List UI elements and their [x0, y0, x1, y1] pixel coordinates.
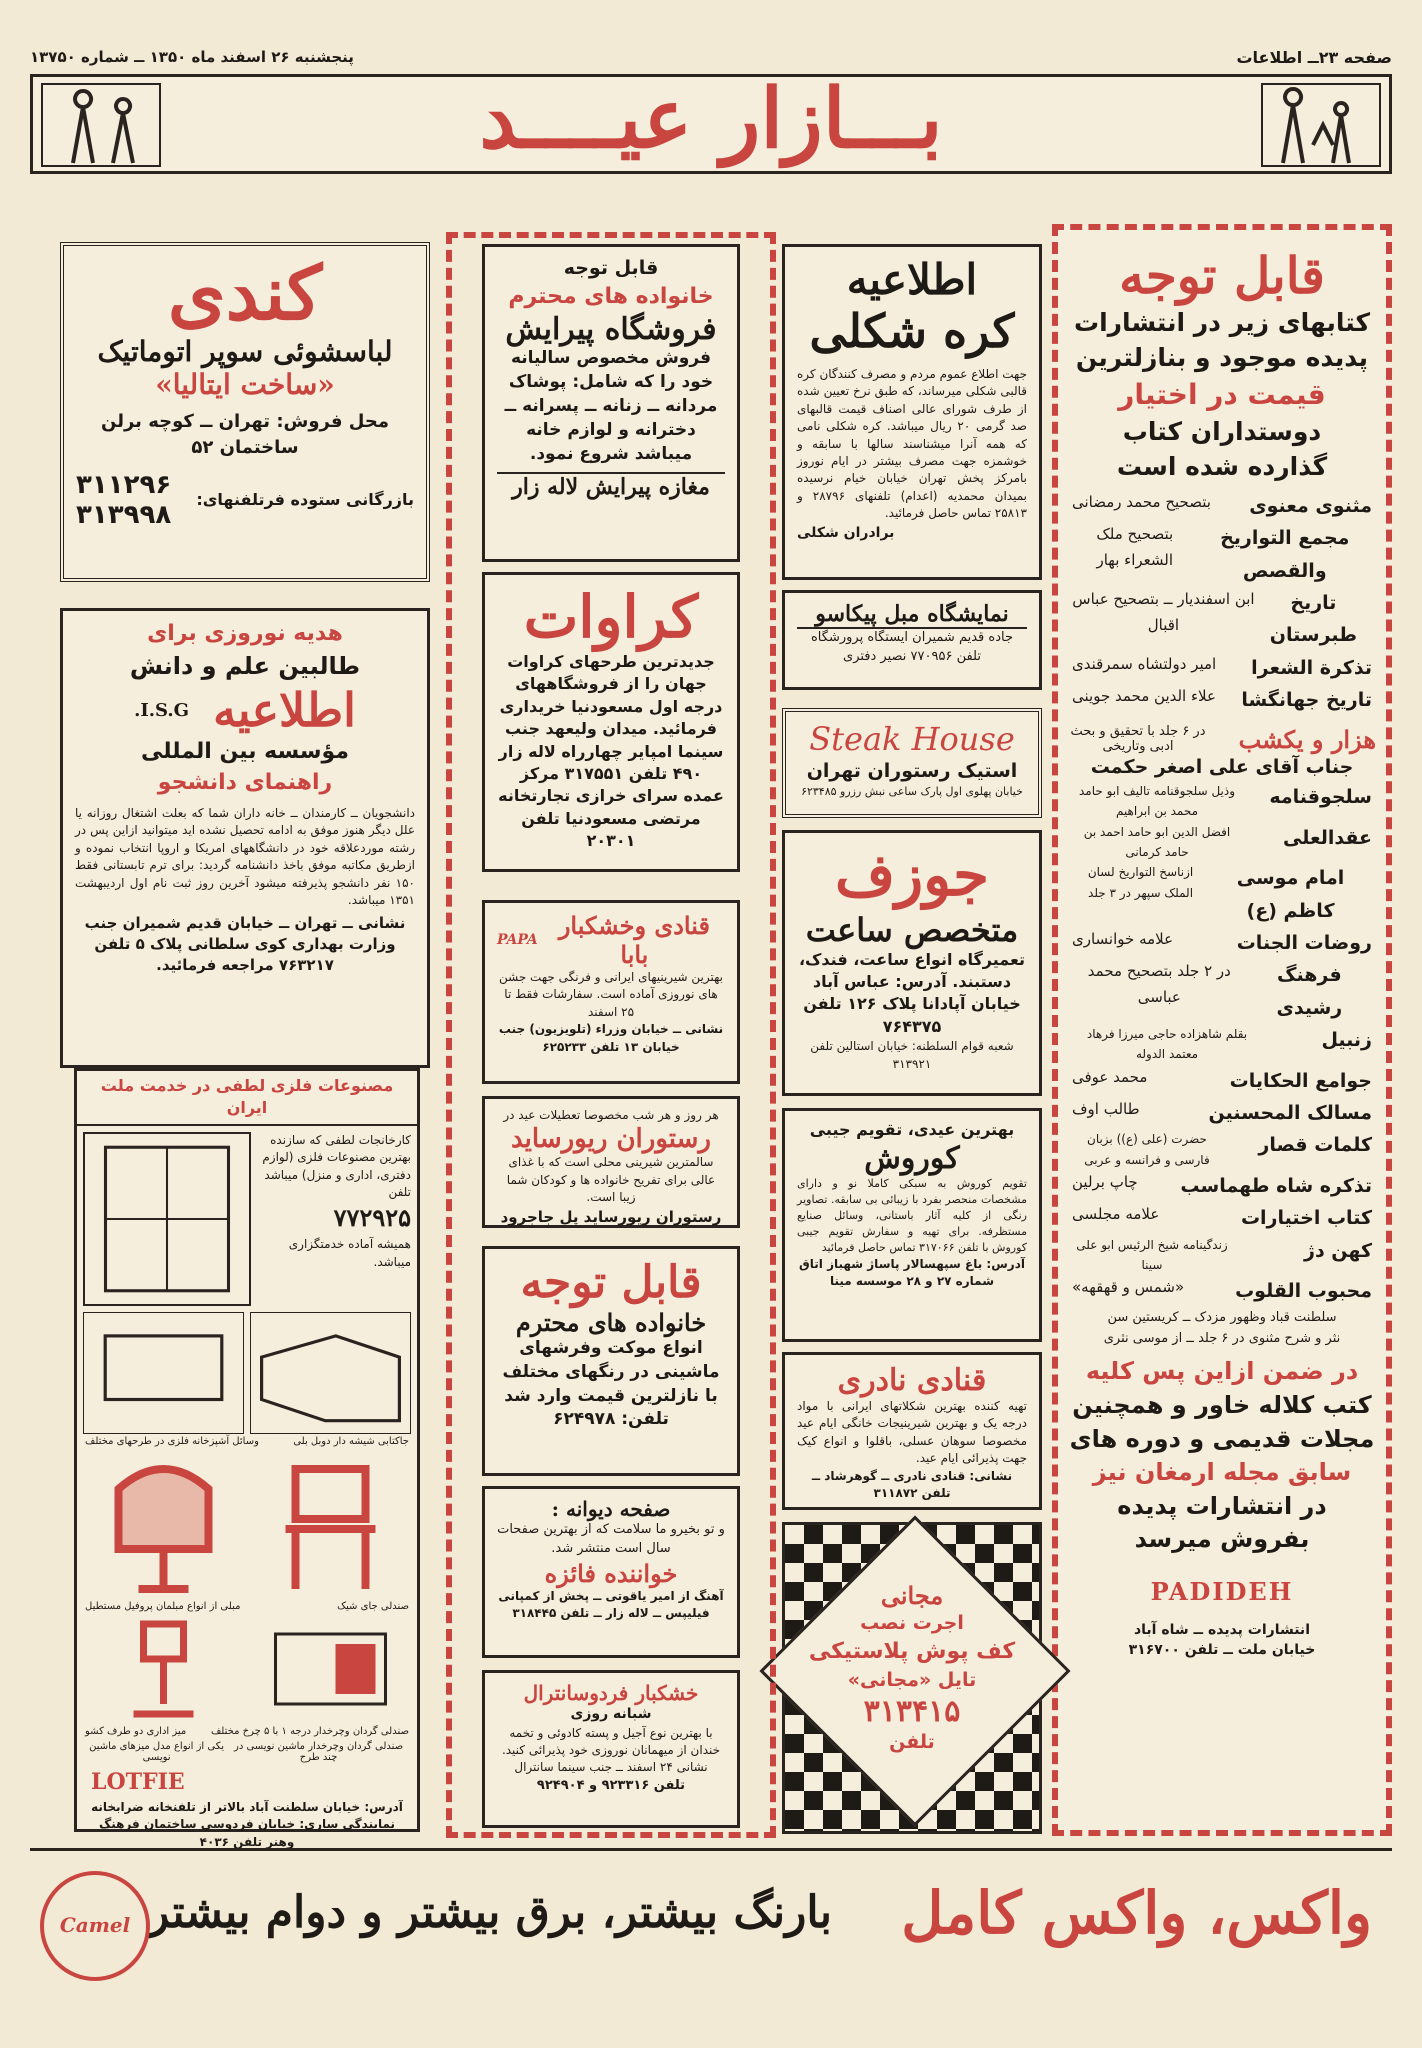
hezar-note: در ۶ جلد با تحقیق و بحث ادبی وتاریخی [1070, 724, 1206, 755]
list-item: کهن دژ زندگینامه شیخ الرئیس ابو علی سینا [1076, 1237, 1372, 1273]
ad-subtitle: لباسشوئی سوپر اتوماتیک [97, 335, 393, 369]
ad-sign: برادران شکلی [797, 524, 895, 541]
ad-agent: نمایندگی ساری: خیابان فردوسی ساختمان فرهنگ وهنر تلفن ۴۰۳۶ [98, 1817, 396, 1849]
book-list [1068, 490, 1376, 716]
ad-title: قنادی وخشکبار بابا [558, 911, 710, 969]
ad-kennedy [60, 242, 430, 582]
bottom-line: کتب کلاله خاور و همچنین [1072, 1390, 1372, 1419]
ad-kourosh [782, 1108, 1042, 1342]
date-label: پنجشنبه ۲۶ اسفند ماه ۱۳۵۰ ــ شماره ۱۳۷۵۰ [30, 48, 354, 66]
armchair-illustration [83, 1449, 244, 1599]
ad-org: مؤسسه بین المللی [141, 739, 349, 765]
list-item: تاریخ جهانگشا علاء الدین محمد جوینی [1072, 686, 1372, 711]
ad-padideh-books [1052, 224, 1392, 1836]
ad-isg [60, 608, 430, 1068]
list-item: امام موسی کاظم (ع) ازناسخ التواریخ لسان الملک سپهر در ۳ جلد [1087, 865, 1345, 922]
list-item: زنبیل بقلم شاهزاده حاجی میرزا فرهاد معتمد الدوله [1086, 1026, 1372, 1062]
ad-body: انواع موکت وفرشهای ماشینی در رنگهای مختلف با نازلترین قیمت وارد شد تلفن: ۶۲۴۹۷۸ [502, 1338, 720, 1430]
ad-carpet [482, 1246, 740, 1476]
footer-line: انتشارات پدیده ــ شاه آباد [1133, 1621, 1310, 1638]
ad-papa [482, 900, 740, 1084]
ad-line: پدیده موجود و بنازلترین [1075, 343, 1369, 372]
list-item: کتاب اختیارات علامه مجلسی [1072, 1205, 1372, 1230]
hezar-title: هزار و یکشب [1238, 724, 1376, 754]
ad-cravat [482, 572, 740, 872]
list-item: عقدالعلی افضل الدین ابو حامد احمد بن حامد کرمانی [1083, 824, 1372, 860]
tail-line: نثر و شرح مثنوی در ۶ جلد ــ از موسی نثری [1103, 1330, 1341, 1346]
ad-line: کتابهای زیر در انتشارات [1073, 308, 1371, 337]
ad-footer: رستوران ریورساید پل جاجرود [500, 1207, 722, 1226]
lotfie-logo: LOTFIE [91, 1768, 185, 1795]
caption: یکی از انواع مدل میزهای ماشین نویسی [89, 1740, 225, 1763]
office-desk-illustration [250, 1614, 411, 1724]
kitchen-illustration [250, 1312, 411, 1434]
footer-brand: واکس، واکس کامل [901, 1879, 1372, 1947]
ad-body: جهت اطلاع عموم مردم و مصرف کنندگان کره قالبی شکلی میرساند، که طبق نرخ تعیین شده از طرف شورای عالی اصناف قیمت قالبهای صد گرمی ۲۰ ریال میباشد. کره شکلی نامی که همه آنرا میشناسند سالها با سابقه و خوشمزه جهت مصرف بیشتر در ایام نوروز بامرکز پخش تهران خیابان خیام نرسیده بمیدان محمدیه (اعدام) تلفنهای ۲۸۷۹۶ و ۲۵۸۱۳ تماس حاصل فرمائید. [797, 367, 1028, 521]
ad-ferdowsi [482, 1670, 740, 1828]
ad-banner: مصنوعات فلزی لطفی در خدمت ملت ایران [77, 1071, 417, 1126]
ad-footer: مغازه پیرایش لاله زار [497, 472, 725, 500]
ad-title: قابل توجه [1119, 246, 1325, 305]
page-label: صفحه ۲۳ــ اطلاعات [1236, 48, 1392, 67]
list-item: جوامع الحکایات محمد عوفی [1072, 1067, 1372, 1092]
ad-phone: تلفن ۹۲۳۳۱۶ و ۹۲۴۹۰۴ [536, 1777, 686, 1793]
ad-body: جدیدترین طرحهای کراوات جهان را از فروشگاههای درجه اول مسعودنیا خریداری فرمائید. میدان ولیعهد جنب سینما امپایر چهارراه لاله زار ۴۹۰ تلفن ۳۱۷۵۵۱ مرکز عمده سرای خرازی تجارتخانه مرتضی مسعودنیا تلفن ۲۰۳۰۱ [498, 652, 724, 851]
ad-red: «ساخت ایتالیا» [155, 368, 335, 402]
caption: میز اداری دو طرف کشو [85, 1725, 187, 1737]
list-item: فرهنگ رشیدی در ۲ جلد بتصحیح محمد عباسی [1087, 962, 1343, 1019]
family-illustration-left [41, 83, 161, 167]
ad-riverside [482, 1096, 740, 1228]
ad-body: فروش مخصوص سالیانه خود را که شامل: پوشاک مردانه ــ زنانه ــ پسرانه ــ دخترانه و لوازم خانه میباشد شروع نمود. [504, 348, 718, 464]
list-item: تاریخ طبرستان ابن اسفندیار ــ بتصحیح عباس اقبال [1072, 590, 1358, 647]
ad-head: هدیه نوروزی برای [147, 621, 343, 646]
caption: صندلی گردان وچرخدار درجه ۱ با ۵ چرخ مختلف [210, 1725, 409, 1737]
ad-title: کندی [167, 251, 323, 337]
footer-line: خیابان ملت ــ تلفن ۳۱۶۷۰۰ [1128, 1642, 1316, 1659]
ad-address: آدرس: باغ سپهسالار پاساژ شهباز اتاق شماره ۲۷ و ۲۸ موسسه مینا [799, 1257, 1025, 1289]
ad-title: قنادی نادری [837, 1363, 987, 1398]
ad-sales: محل فروش: تهران ــ کوچه برلن ساختمان ۵۲ [101, 411, 389, 458]
ad-sub: شبانه روزی [570, 1706, 652, 1722]
caption: وسائل آشپزخانه فلزی در طرحهای مختلف [85, 1435, 259, 1447]
footer-ad [30, 1848, 1392, 2018]
ad-title: اطلاعیه [213, 683, 356, 738]
ad-line: گذارده شده است [1116, 452, 1328, 482]
list-item: تذکره شاه طهماسب چاپ برلین [1072, 1173, 1372, 1198]
banner [30, 71, 1392, 174]
list-item: روضات الجنات علامه خوانساری [1072, 930, 1372, 955]
ad-body: جاده قدیم شمیران ایستگاه پرورشگاه تلفن ۷۷۰۹۵۶ نصیر دفتری [811, 630, 1013, 664]
ad-picasso [782, 590, 1042, 690]
ad-agent: بازرگانی ستوده فرتلفنهای: [196, 489, 414, 509]
ad-title: خشکبار فردوسانترال [523, 1681, 699, 1705]
cabinet-illustration [83, 1132, 251, 1306]
ad-divane [482, 1486, 740, 1658]
list-item: مسالک المحسنین طالب اوف [1072, 1099, 1372, 1124]
ad-line: شعبه قوام السلطنه: خیابان استالین تلفن ۳۱۳۹۲۱ [810, 1039, 1014, 1071]
footer-slogan: بارنگ بیشتر، برق بیشتر و دوام بیشتر [148, 1887, 832, 1938]
ad-red: خواننده فائزه [544, 1558, 678, 1588]
ad-peyrayesh [482, 244, 740, 562]
ad-address: نشانی ــ خیابان وزراء (تلویزیون) جنب خیابان ۱۳ تلفن ۶۲۵۲۳۳ [498, 1022, 724, 1054]
caption: صندلی جای شیک [337, 1600, 409, 1612]
ad-intro: کارخانجات لطفی که سازنده بهترین مصنوعات فلزی (لوازم دفتری، اداری و منزل) میباشد تلفن ۷۷۲۹۲۵ همیشه آماده خدمتگزاری میباشد. [262, 1132, 411, 1269]
ad-body: با بهترین نوع آجیل و پسته کادوئی و تخمه خندان از میهمانان نوروزی خود پذیرائی کنید. نشانی ۲۴ اسفند ــ جنب سینما سانترال [501, 1725, 721, 1775]
red-chair-illustration [250, 1449, 411, 1599]
padideh-logo: PADIDEH [1150, 1576, 1294, 1606]
ad-subtitle: استیک رستوران تهران [806, 760, 1018, 782]
ad-red-line: قیمت در اختیار [1118, 378, 1326, 411]
list-item: سلجوقنامه وذیل سلجوقنامه تالیف ابو حامد محمد بن ابراهیم [1078, 783, 1372, 819]
ad-intro: هر روز و هر شب مخصوصا تعطیلات عید در [503, 1108, 719, 1122]
banner-title: بـــازار عيــــد [479, 71, 943, 167]
ad-kore-sheklī [782, 244, 1042, 580]
ad-title: جوزف [835, 841, 989, 909]
ad-tag: قابل توجه [563, 257, 659, 279]
bottom-line: در انتشارات پدیده [1117, 1491, 1327, 1520]
ad-address: نشانی: قنادی نادری ــ گوهرشاد ــ تلفن ۳۱۱۸۷۲ [811, 1468, 1013, 1500]
ad-title: کراوات [523, 583, 699, 651]
ad-body: تقویم کوروش به سبکی کاملا نو و دارای مشخصات منحصر بفرد با زیبائی بی سابقه. تصاویر رنگی از کلیه آثار باستانی، وسائل صنایع مستظرفه. برای تهیه و سفارش تقویم جیبی کوروش با تلفن ۳۱۷۰۶۶ تماس حاصل فرمائید [797, 1177, 1027, 1255]
bottom-red: در ضمن ازاین پس کلیه [1085, 1357, 1359, 1386]
ad-title: رستوران ریورساید [511, 1124, 711, 1155]
ad-tile [782, 1522, 1042, 1834]
ad-title: صفحه دیوانه : [551, 1497, 671, 1521]
ad-title: کوروش [864, 1141, 960, 1177]
caption: صندلی گردان وچرخدار ماشین نویسی در چند طرح [234, 1740, 404, 1763]
ad-steak-house [782, 708, 1042, 818]
tile-text: مجانی اجرت نصب کف پوش پلاستیکی تایل «مجانی» ۳۱۳۴۱۵ تلفن [808, 1581, 1016, 1753]
ad-joseph [782, 830, 1042, 1096]
desk-illustration [83, 1312, 244, 1434]
ad-title: فروشگاه پیرایش [505, 312, 717, 348]
ad-body: بهترین شیرینیهای ایرانی و فرنگی جهت جشن های نوروزی آماده است. سفارشات فقط تا ۲۵ اسفند [498, 970, 723, 1019]
book-list-2 [1068, 781, 1376, 1308]
ad-red: خانواده های محترم [508, 283, 714, 309]
list-item: کلمات قصار حضرت (علی (ع)) بزبان فارسی و فرانسه و عربی [1084, 1132, 1372, 1167]
hezar-line: جناب آقای علی اصغر حکمت [1090, 756, 1354, 779]
ad-footer: آهنگ از امیر یاقوتی ــ پخش از کمپانی فیلیپس ــ لاله زار ــ تلفن ۳۱۸۴۴۵ [498, 1588, 724, 1621]
tail-line: سلطنت قباد وظهور مزدک ــ کریستین سن [1107, 1309, 1337, 1325]
ad-naderi [782, 1352, 1042, 1510]
ad-subtitle: متخصص ساعت [805, 910, 1019, 949]
list-item: مجمع التواریخ والقصص بتصحیح ملک الشعراء بهار [1096, 525, 1350, 582]
ad-phone: ۳۱۱۲۹۶ [76, 469, 172, 500]
ad-address: خیابان پهلوی اول پارک ساعی نبش رزرو ۶۲۳۴۸۵ [801, 784, 1023, 798]
ad-body: تعمیرگاه انواع ساعت، فندک، دستبند. آدرس: عباس آباد خیابان آپادانا پلاک ۱۲۶ تلفن ۷۶۴۳۷۵ [798, 949, 1026, 1036]
ad-line: دوستداران کتاب [1122, 417, 1322, 447]
ad-body: و تو بخیرو ما سلامت که از بهترین صفحات سال است منتشر شد. [497, 1522, 725, 1556]
ad-body: دانشجویان ــ کارمندان ــ خانه داران شما که بعلت اشتغال روزانه یا علل دیگر هنوز موفق به ادامه تحصیل نشده اید میتوانید ازاین پس در رشته موردعلاقه خود در دانشگاههای امریکا و اروپا انتخاب نموده و ازطریق مکاتبه موفق باخذ دانشنامه گردید: برای ترم تابستانی فقط ۱۵۰ نفر دانشجو پذیرفته میشود آخرین روز ثبت نام اول اردیبهشت ۱۳۵۱ میباشد. [75, 805, 415, 907]
caption: مبلی از انواع مبلمان پروفیل مستطیل [85, 1600, 241, 1612]
family-illustration-right [1261, 83, 1381, 167]
list-item: تذکرة الشعرا امیر دولتشاه سمرقندی [1072, 654, 1372, 679]
ad-title: نمایشگاه مبل پیکاسو [797, 601, 1027, 629]
ad-red: راهنمای دانشجو [157, 770, 333, 796]
ad-phone: ۷۷۲۹۲۵ [333, 1203, 411, 1233]
list-item: محبوب القلوب «شمس و قهقهه» [1072, 1278, 1372, 1303]
ad-address: آدرس: خیابان سلطنت آباد بالاتر از تلفنخانه ضرابخانه [91, 1799, 403, 1814]
ad-intro: بهترین عیدی، تقویم جیبی [809, 1120, 1015, 1139]
ad-body: تهیه کننده بهترین شکلاتهای ایرانی با مواد درجه یک و بهترین شیرینیجات خانگی ایام عید مخصوصا سوهان عسلی، باقلوا و انواع کیک جهت پذیرائی ایام عید. [797, 1399, 1027, 1466]
bottom-line: مجلات قدیمی و دوره های [1069, 1424, 1375, 1453]
ad-title: قابل توجه [520, 1257, 702, 1308]
camel-logo: Camel [40, 1871, 150, 1981]
ad-subtitle: کره شکلی [809, 304, 1015, 358]
ad-sub: طالبین علم و دانش [129, 651, 361, 680]
list-item: مثنوی معنوی بتصحیح محمد رمضانی [1072, 493, 1372, 518]
ad-subtitle: خانواده های محترم [515, 1308, 707, 1337]
ad-title: اطلاعیه [846, 255, 978, 304]
isg-logo: I.S.G. [134, 699, 190, 721]
papa-logo: PAPA [497, 932, 538, 948]
bottom-line: بفروش میرسد [1134, 1525, 1310, 1554]
ad-body: سالمترین شیرینی محلی است که با غذای عالی برای تفریح خانواده ها و کودکان شما زیبا است. [506, 1155, 716, 1205]
ad-lotfi [74, 1068, 420, 1849]
masthead [0, 0, 1422, 167]
ad-address: نشانی ــ تهران ــ خیابان قدیم شمیران جنب وزارت بهداری کوی سلطانی پلاک ۵ تلفن ۷۶۳۲۱۷ مراجعه فرمائید. [84, 914, 406, 975]
ad-title: Steak House [809, 720, 1015, 758]
bottom-red-2: سابق مجله ارمغان نیز [1092, 1458, 1352, 1487]
swivel-chair-illustration [83, 1614, 244, 1724]
ad-phone: ۳۱۳۹۹۸ [76, 499, 172, 530]
caption: جاکتابی شیشه دار دوبل بلی [293, 1435, 409, 1447]
